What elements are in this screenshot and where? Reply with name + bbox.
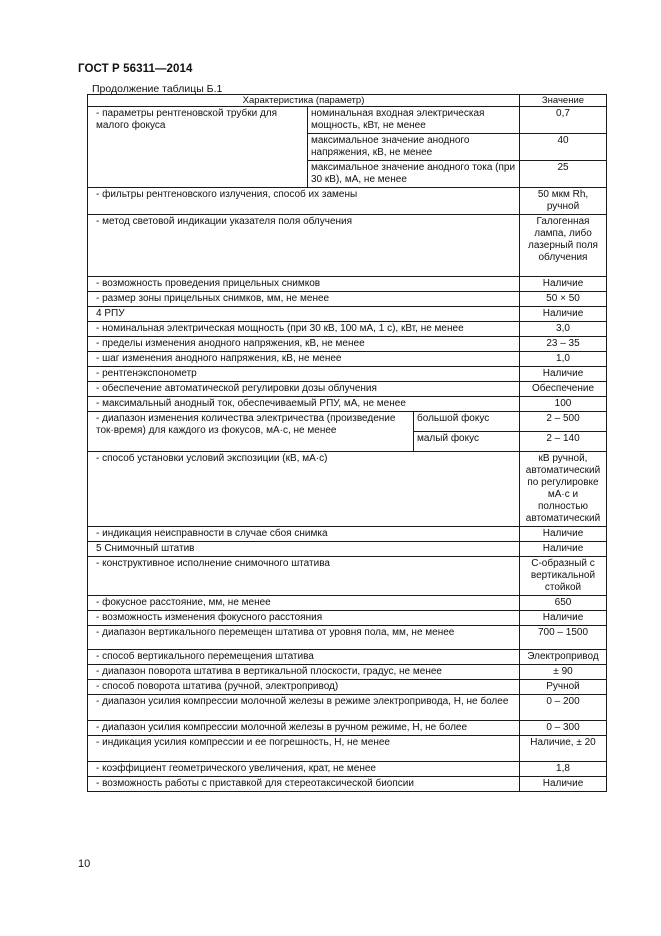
row-value: 23 – 35 <box>520 337 607 352</box>
row-label: - обеспечение автоматической регулировки дозы облучения <box>88 382 520 397</box>
row-value: Наличие <box>520 277 607 292</box>
table-caption: Продолжение таблицы Б.1 <box>92 83 223 95</box>
table-row <box>88 665 607 680</box>
row-value: кВ ручной, автоматический по регулировке мА·с и полностью автоматический <box>520 452 607 527</box>
row-value: Наличие, ± 20 <box>520 736 607 762</box>
table-row <box>88 352 607 367</box>
table-row <box>88 188 607 215</box>
sub-row-label: максимальное значение анодного напряжения, кВ, не менее <box>308 134 520 161</box>
document-header: ГОСТ Р 56311—2014 <box>78 63 193 75</box>
row-label: - индикация усилия компрессии и ее погрешность, Н, не менее <box>88 736 520 762</box>
row-label: - индикация неисправности в случае сбоя снимка <box>88 527 520 542</box>
row-value: 1,8 <box>520 762 607 777</box>
row-value: С-образный с вертикальной стойкой <box>520 557 607 596</box>
row-label: - фильтры рентгеновского излучения, способ их замены <box>88 188 520 215</box>
row-label: - рентгенэкспонометр <box>88 367 520 382</box>
row-label: - шаг изменения анодного напряжения, кВ, не менее <box>88 352 520 367</box>
row-label: - диапазон изменения количества электричества (произведение ток·время) для каждого из фокусов, мА·с, не менее <box>88 412 414 452</box>
table-row <box>88 721 607 736</box>
header-param: Характеристика (параметр) <box>88 95 520 107</box>
sub-row-label: максимальное значение анодного тока (при 30 кВ), мА, не менее <box>308 161 520 188</box>
row-label: - диапазон усилия компрессии молочной железы в ручном режиме, Н, не более <box>88 721 520 736</box>
table-row <box>88 412 607 432</box>
row-value: 1,0 <box>520 352 607 367</box>
row-label: - коэффициент геометрического увеличения, крат, не менее <box>88 762 520 777</box>
table-row <box>88 695 607 721</box>
row-value: 100 <box>520 397 607 412</box>
table-row <box>88 322 607 337</box>
spec-table <box>87 94 607 792</box>
row-label: - возможность работы с приставкой для стереотаксической биопсии <box>88 777 520 792</box>
row-value: 0,7 <box>520 107 607 134</box>
row-label: - диапазон вертикального перемещен штатива от уровня пола, мм, не менее <box>88 626 520 650</box>
table-row <box>88 307 607 322</box>
row-label: - максимальный анодный ток, обеспечиваемый РПУ, мА, не менее <box>88 397 520 412</box>
row-label: - возможность изменения фокусного расстояния <box>88 611 520 626</box>
row-value: 650 <box>520 596 607 611</box>
table-row <box>88 215 607 277</box>
row-label: - метод световой индикации указателя поля облучения <box>88 215 520 277</box>
row-value: Наличие <box>520 777 607 792</box>
row-value: 0 – 200 <box>520 695 607 721</box>
row-label: - номинальная электрическая мощность (при 30 кВ, 100 мА, 1 с), кВт, не менее <box>88 322 520 337</box>
table-row <box>88 680 607 695</box>
row-label: - способ установки условий экспозиции (кВ, мА·с) <box>88 452 520 527</box>
row-value: 700 – 1500 <box>520 626 607 650</box>
row-label: - пределы изменения анодного напряжения, кВ, не менее <box>88 337 520 352</box>
row-label: - способ поворота штатива (ручной, электропривод) <box>88 680 520 695</box>
table-row <box>88 452 607 527</box>
sub-row-label: большой фокус <box>414 412 520 432</box>
row-value: Наличие <box>520 611 607 626</box>
row-value: 50 мкм Rh, ручной <box>520 188 607 215</box>
page-number: 10 <box>78 858 91 870</box>
sub-row-label: малый фокус <box>414 432 520 452</box>
row-label: 4 РПУ <box>88 307 520 322</box>
header-value: Значение <box>520 95 607 107</box>
table-row <box>88 596 607 611</box>
table-row <box>88 277 607 292</box>
row-value: Электропривод <box>520 650 607 665</box>
sub-row-label: номинальная входная электрическая мощность, кВт, не менее <box>308 107 520 134</box>
table-row <box>88 382 607 397</box>
row-value: 40 <box>520 134 607 161</box>
row-value: Ручной <box>520 680 607 695</box>
table-row <box>88 542 607 557</box>
row-value: 3,0 <box>520 322 607 337</box>
row-label: - конструктивное исполнение снимочного штатива <box>88 557 520 596</box>
row-value: Обеспечение <box>520 382 607 397</box>
table-row <box>88 337 607 352</box>
row-value: 0 – 300 <box>520 721 607 736</box>
row-value: Наличие <box>520 527 607 542</box>
table-row <box>88 527 607 542</box>
table-row <box>88 557 607 596</box>
table-row <box>88 650 607 665</box>
row-value: ± 90 <box>520 665 607 680</box>
row-label: - диапазон усилия компрессии молочной железы в режиме электропривода, Н, не более <box>88 695 520 721</box>
table-row <box>88 736 607 762</box>
row-value: 25 <box>520 161 607 188</box>
table-row <box>88 626 607 650</box>
row-value: Галогенная лампа, либо лазерный поля облучения <box>520 215 607 277</box>
table-row <box>88 292 607 307</box>
row-value: Наличие <box>520 367 607 382</box>
row-label: - размер зоны прицельных снимков, мм, не менее <box>88 292 520 307</box>
table-row <box>88 107 607 134</box>
row-label: - фокусное расстояние, мм, не менее <box>88 596 520 611</box>
row-label: - возможность проведения прицельных снимков <box>88 277 520 292</box>
table-row <box>88 367 607 382</box>
row-value: Наличие <box>520 307 607 322</box>
table-row <box>88 762 607 777</box>
row-value: Наличие <box>520 542 607 557</box>
row-value: 2 – 500 <box>520 412 607 432</box>
row-label: 5 Снимочный штатив <box>88 542 520 557</box>
table-row <box>88 397 607 412</box>
table-row <box>88 611 607 626</box>
row-label: - способ вертикального перемещения штатива <box>88 650 520 665</box>
table-row <box>88 777 607 792</box>
table-header-row <box>88 95 607 107</box>
row-value: 2 – 140 <box>520 432 607 452</box>
row-label: - диапазон поворота штатива в вертикальной плоскости, градус, не менее <box>88 665 520 680</box>
row-value: 50 × 50 <box>520 292 607 307</box>
row-label: - параметры рентгеновской трубки для малого фокуса <box>88 107 308 188</box>
